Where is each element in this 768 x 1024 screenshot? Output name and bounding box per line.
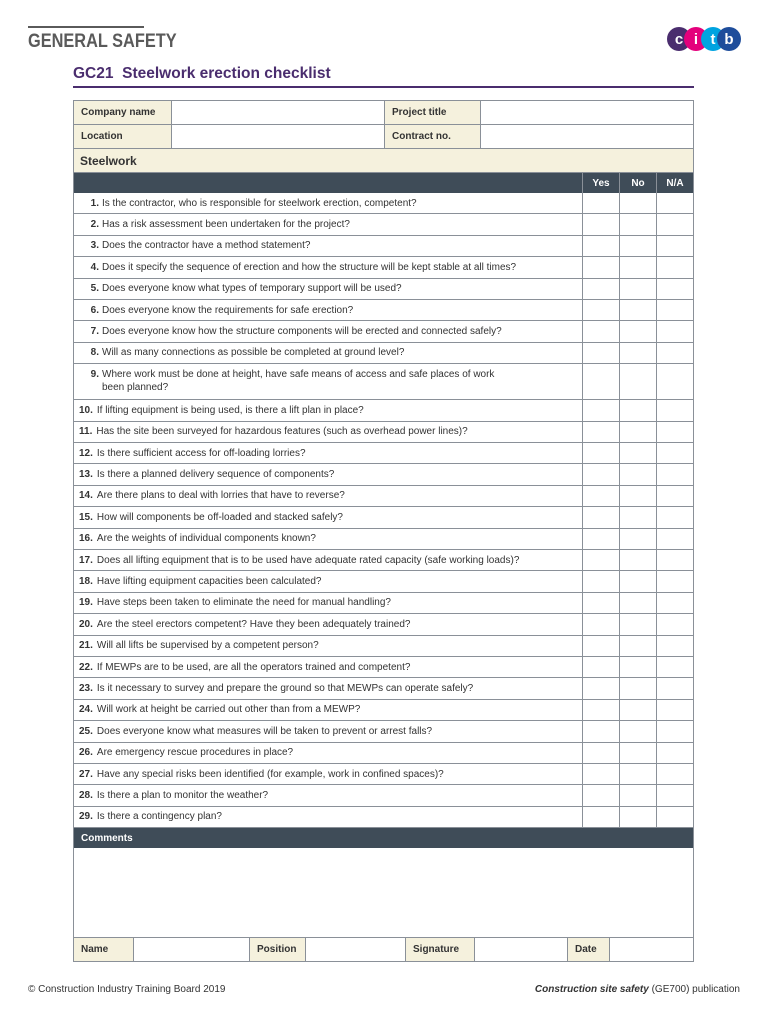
question-row [74,422,693,443]
yes-checkbox[interactable] [582,464,619,484]
na-checkbox[interactable] [656,236,693,256]
question-text [102,368,494,394]
question-text-line: Will work at height be carried out other than from a MEWP? [96,704,361,716]
question-text [97,661,411,674]
yes-checkbox[interactable] [582,279,619,299]
question-number: 22. [79,661,93,673]
question-text [97,703,360,716]
question-number: 10. [79,404,93,416]
na-checkbox[interactable] [656,593,693,613]
yes-checkbox[interactable] [582,321,619,341]
question-row [74,486,693,507]
question-number: 24. [79,704,93,716]
no-checkbox[interactable] [619,343,656,363]
yes-checkbox[interactable] [582,443,619,463]
question-text-line: Does the contractor have a method statement? [102,240,311,252]
question-text-line: Will all lifts be supervised by a competent person? [96,640,319,652]
no-checkbox[interactable] [619,614,656,634]
no-checkbox[interactable] [619,550,656,570]
contract-no-label: Contract no. [385,125,481,148]
question-text-line: been planned? [102,382,169,394]
publication-title: Construction site safety [534,984,649,995]
na-checkbox[interactable] [656,400,693,420]
question-text-line: Has a risk assessment been undertaken for the project? [102,219,350,231]
yes-checkbox[interactable] [582,422,619,442]
question-text-line: Will as many connections as possible be completed at ground level? [102,347,405,359]
question-number: 21. [79,640,93,652]
question-text [97,725,432,738]
question-text [97,468,334,481]
question-text-line: Are the weights of individual components known? [96,533,316,545]
name-field[interactable] [134,938,250,961]
signature-field[interactable] [475,938,568,961]
question-row [74,614,693,635]
no-checkbox[interactable] [619,464,656,484]
na-checkbox[interactable] [656,343,693,363]
question-text [102,239,310,252]
question-number: 19. [79,597,93,609]
na-checkbox[interactable] [656,785,693,805]
question-number: 12. [79,447,93,459]
question-row [74,678,693,699]
question-number: 18. [79,576,93,588]
yes-checkbox[interactable] [582,193,619,213]
na-checkbox[interactable] [656,486,693,506]
question-text-line: Where work must be done at height, have safe means of access and safe places of work [102,369,495,381]
question-number: 29. [79,811,93,823]
brand-rule [28,26,144,28]
question-text-line: If MEWPs are to be used, are all the operators trained and competent? [96,661,411,673]
question-text-line: Have lifting equipment capacities been calculated? [96,576,322,588]
yes-checkbox[interactable] [582,743,619,763]
location-field[interactable] [172,125,385,148]
question-row [74,236,693,257]
question-text [96,425,467,438]
question-text-line: Are the steel erectors competent? Have they been adequately trained? [96,618,411,630]
question-row [74,785,693,806]
question-row [74,400,693,421]
signature-label: Signature [406,938,475,961]
publication-code: (GE700) publication [648,984,740,995]
question-number: 1. [90,197,99,209]
yes-checkbox[interactable] [582,785,619,805]
section-title: Steelwork [74,149,693,173]
brand-header [28,26,201,53]
yes-checkbox[interactable] [582,678,619,698]
footer-copyright: © Construction Industry Training Board 2019 [28,984,226,995]
na-checkbox[interactable] [656,193,693,213]
question-text-line: If lifting equipment is being used, is there a lift plan in place? [96,404,364,416]
project-title-label: Project title [385,101,481,124]
question-text [102,261,516,274]
svg-text:b: b [724,31,734,48]
yes-checkbox[interactable] [582,593,619,613]
question-row [74,807,693,828]
na-checkbox[interactable] [656,507,693,527]
no-checkbox[interactable] [619,279,656,299]
no-checkbox[interactable] [619,529,656,549]
yes-checkbox[interactable] [582,343,619,363]
question-row [74,343,693,364]
no-checkbox[interactable] [619,236,656,256]
svg-text:c: c [674,31,684,48]
yes-checkbox[interactable] [582,807,619,827]
svg-text:t: t [710,31,716,48]
na-checkbox[interactable] [656,700,693,720]
question-number: 15. [79,511,93,523]
question-text [97,554,519,567]
title-rule [73,86,694,88]
na-checkbox[interactable] [656,721,693,741]
na-checkbox[interactable] [656,743,693,763]
yes-checkbox[interactable] [582,764,619,784]
na-checkbox[interactable] [656,571,693,591]
question-number: 3. [90,240,99,252]
na-checkbox[interactable] [656,529,693,549]
question-text-line: Has the site been surveyed for hazardous features (such as overhead power lines)? [96,426,468,438]
na-checkbox[interactable] [656,678,693,698]
question-text-line: Does everyone know how the structure components will be erected and connected safely? [102,326,502,338]
yes-checkbox[interactable] [582,300,619,320]
question-text-line: Does everyone know the requirements for safe erection? [102,304,354,316]
question-text-line: Is there a planned delivery sequence of components? [96,469,335,481]
question-row [74,657,693,678]
question-row [74,257,693,278]
yes-checkbox[interactable] [582,700,619,720]
no-checkbox[interactable] [619,678,656,698]
no-checkbox[interactable] [619,636,656,656]
yes-checkbox[interactable] [582,550,619,570]
no-checkbox[interactable] [619,257,656,277]
question-text [97,768,444,781]
yes-checkbox[interactable] [582,529,619,549]
question-text-line: Is there sufficient access for off-loading lorries? [96,447,306,459]
na-checkbox[interactable] [656,464,693,484]
question-text-line: Are there plans to deal with lorries that have to reverse? [96,490,345,502]
no-checkbox[interactable] [619,193,656,213]
question-number: 6. [90,304,99,316]
question-text-line: Does everyone know what types of temporary support will be used? [102,283,402,295]
no-checkbox[interactable] [619,486,656,506]
contract-no-field[interactable] [481,125,693,148]
na-checkbox[interactable] [656,279,693,299]
question-row [74,443,693,464]
date-label: Date [568,938,610,961]
question-row [74,321,693,342]
question-number: 4. [90,261,99,273]
yes-checkbox[interactable] [582,486,619,506]
na-checkbox[interactable] [656,364,693,399]
brand-title: GENERAL SAFETY [28,31,177,52]
question-number: 8. [90,347,99,359]
question-text [97,404,364,417]
question-number: 23. [79,683,93,695]
footer-publication [535,984,740,995]
yes-checkbox[interactable] [582,507,619,527]
question-number: 26. [79,747,93,759]
citb-logo [666,25,742,53]
form-code: GC21 [73,65,114,82]
company-name-label: Company name [74,101,172,124]
yes-checkbox[interactable] [582,214,619,234]
question-row [74,721,693,742]
question-text [102,346,404,359]
question-row [74,464,693,485]
checklist-form [73,100,694,962]
yes-checkbox[interactable] [582,236,619,256]
question-text-line: Does everyone know what measures will be taken to prevent or arrest falls? [96,725,433,737]
question-text-line: Is the contractor, who is responsible for steelwork erection, competent? [102,197,417,209]
yes-checkbox[interactable] [582,364,619,399]
question-row [74,764,693,785]
question-row [74,279,693,300]
question-text [97,596,391,609]
name-label: Name [74,938,134,961]
no-checkbox[interactable] [619,364,656,399]
no-checkbox[interactable] [619,321,656,341]
yes-checkbox[interactable] [582,614,619,634]
question-text [97,489,345,502]
no-checkbox[interactable] [619,700,656,720]
na-checkbox[interactable] [656,636,693,656]
no-checkbox[interactable] [619,721,656,741]
question-text-line: Does all lifting equipment that is to be used have adequate rated capacity (safe working loads)? [96,554,520,566]
na-checkbox[interactable] [656,300,693,320]
question-number: 9. [90,369,99,381]
yes-checkbox[interactable] [582,721,619,741]
no-checkbox[interactable] [619,300,656,320]
question-text [97,447,306,460]
question-row [74,571,693,592]
question-text-line: Does it specify the sequence of erection and how the structure will be kept stable at all times? [102,261,517,273]
comments-bar: Comments [74,828,693,848]
no-checkbox[interactable] [619,785,656,805]
question-number: 16. [79,533,93,545]
no-checkbox[interactable] [619,807,656,827]
project-title-field[interactable] [481,101,693,124]
no-checkbox[interactable] [619,743,656,763]
no-column-header: No [619,173,656,193]
info-row-2 [74,125,693,149]
question-number: 25. [79,725,93,737]
no-checkbox[interactable] [619,657,656,677]
question-text [97,511,343,524]
date-field[interactable] [610,938,693,961]
question-text [97,789,268,802]
no-checkbox[interactable] [619,443,656,463]
na-checkbox[interactable] [656,443,693,463]
question-row [74,214,693,235]
question-number: 14. [79,490,93,502]
no-checkbox[interactable] [619,214,656,234]
na-checkbox[interactable] [656,550,693,570]
svg-text:i: i [693,31,699,48]
question-text [97,682,473,695]
yes-checkbox[interactable] [582,257,619,277]
question-number: 13. [79,469,93,481]
question-text [102,197,417,210]
question-text [102,282,402,295]
no-checkbox[interactable] [619,593,656,613]
question-text [97,810,222,823]
na-checkbox[interactable] [656,807,693,827]
question-row [74,529,693,550]
yes-checkbox[interactable] [582,571,619,591]
no-checkbox[interactable] [619,400,656,420]
question-text-line: Is there a plan to monitor the weather? [96,790,269,802]
na-checkbox[interactable] [656,257,693,277]
question-text-line: Is there a contingency plan? [96,811,222,823]
question-text [102,325,502,338]
no-checkbox[interactable] [619,422,656,442]
question-text [97,639,319,652]
no-checkbox[interactable] [619,571,656,591]
question-number: 5. [90,283,99,295]
question-text [102,218,350,231]
company-name-field[interactable] [172,101,385,124]
yes-column-header: Yes [582,173,619,193]
question-row [74,550,693,571]
info-row-1 [74,101,693,125]
question-row [74,364,693,400]
column-header-bar [74,173,693,193]
no-checkbox[interactable] [619,764,656,784]
question-text-line: Have steps been taken to eliminate the need for manual handling? [96,597,391,609]
page-title [73,65,331,83]
question-text [97,618,411,631]
question-row [74,743,693,764]
question-number: 27. [79,768,93,780]
question-text [97,532,316,545]
question-text-line: How will components be off-loaded and stacked safely? [96,511,343,523]
na-checkbox[interactable] [656,422,693,442]
na-checkbox[interactable] [656,321,693,341]
no-checkbox[interactable] [619,507,656,527]
question-row [74,193,693,214]
comments-field[interactable] [74,848,693,938]
position-field[interactable] [306,938,406,961]
na-checkbox[interactable] [656,214,693,234]
question-row [74,636,693,657]
question-number: 28. [79,790,93,802]
question-number: 7. [90,326,99,338]
question-row [74,593,693,614]
question-row [74,700,693,721]
question-text-line: Is it necessary to survey and prepare the ground so that MEWPs can operate safely? [96,683,474,695]
question-text-line: Are emergency rescue procedures in place? [96,747,294,759]
na-checkbox[interactable] [656,764,693,784]
question-text-line: Have any special risks been identified (for example, work in confined spaces)? [96,768,444,780]
question-text [97,575,322,588]
location-label: Location [74,125,172,148]
position-label: Position [250,938,306,961]
question-number: 2. [90,219,99,231]
form-title: Steelwork erection checklist [122,65,331,82]
na-checkbox[interactable] [656,614,693,634]
question-row [74,300,693,321]
question-number: 20. [79,618,93,630]
signoff-row [74,938,693,961]
question-text [102,304,353,317]
yes-checkbox[interactable] [582,657,619,677]
yes-checkbox[interactable] [582,400,619,420]
yes-checkbox[interactable] [582,636,619,656]
question-number: 11. [79,426,93,438]
question-row [74,507,693,528]
question-text [97,746,293,759]
na-column-header: N/A [656,173,693,193]
na-checkbox[interactable] [656,657,693,677]
question-number: 17. [79,554,93,566]
